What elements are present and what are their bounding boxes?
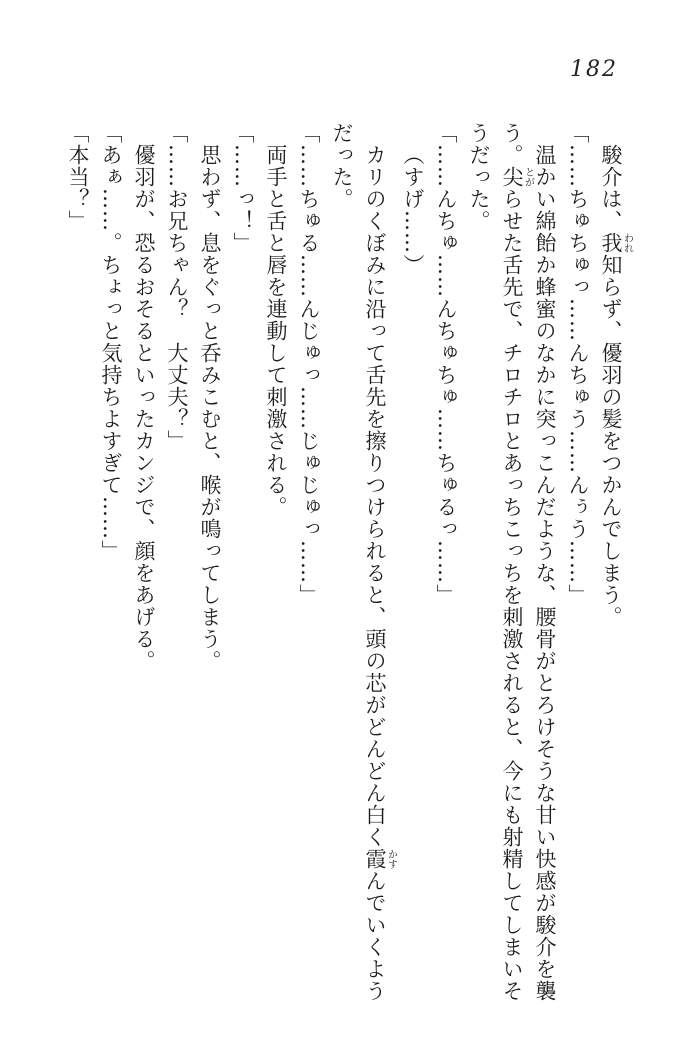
ruby-annotated-kanji: 我われ [599, 232, 633, 254]
paragraph: 「……っ！」 [231, 122, 255, 254]
furigana: とが [522, 166, 534, 188]
paragraph: 優羽が、恐るおそるといったカンジで、顔をあげる。 [132, 144, 156, 672]
paragraph: 両手と舌と唇を連動して刺激される。 [264, 144, 288, 518]
paragraph: カリのくぼみに沿って舌先を擦りつけられると、頭の芯がどんどん白く霞かすんでいくようだった。 [330, 122, 397, 1002]
ruby-annotated-kanji: 尖とが [500, 166, 534, 188]
paragraph: 温かい綿飴か蜂蜜のなかに突っこんだような、腰骨がとろけそうな甘い快感が駿介を襲う。尖とがらせた舌先で、チロチロとあっちこっちを刺激されると、今にも射精してしまいそうだった。 [467, 122, 557, 1002]
text-block [61, 122, 632, 1012]
paragraph: 「あぁ……。ちょっと気持ちよすぎて……」 [99, 122, 123, 562]
paragraph: 「……ちゅる……んじゅっ……じゅじゅっ……」 [297, 122, 321, 606]
paragraph: 「本当？」 [66, 122, 90, 232]
ruby-annotated-kanji: 霞かす [363, 848, 397, 870]
paragraph: 「……ちゅちゅっ……んちゅう……んぅう……」 [566, 122, 590, 606]
paragraph: 「……お兄ちゃん？ 大丈夫？」 [165, 122, 189, 452]
paragraph: （すげ……） [401, 144, 425, 276]
page-number: 182 [570, 57, 618, 82]
paragraph: 「……んちゅ……んちゅちゅ……ちゅるっ……」 [434, 122, 458, 606]
furigana: かす [385, 848, 397, 870]
paragraph: 駿介は、我われ知らず、優羽の髪をつかんでしまう。 [599, 144, 633, 628]
paragraph: 思わず、息をぐっと呑みこむと、喉が鳴ってしまう。 [198, 144, 222, 672]
furigana: われ [621, 232, 633, 254]
